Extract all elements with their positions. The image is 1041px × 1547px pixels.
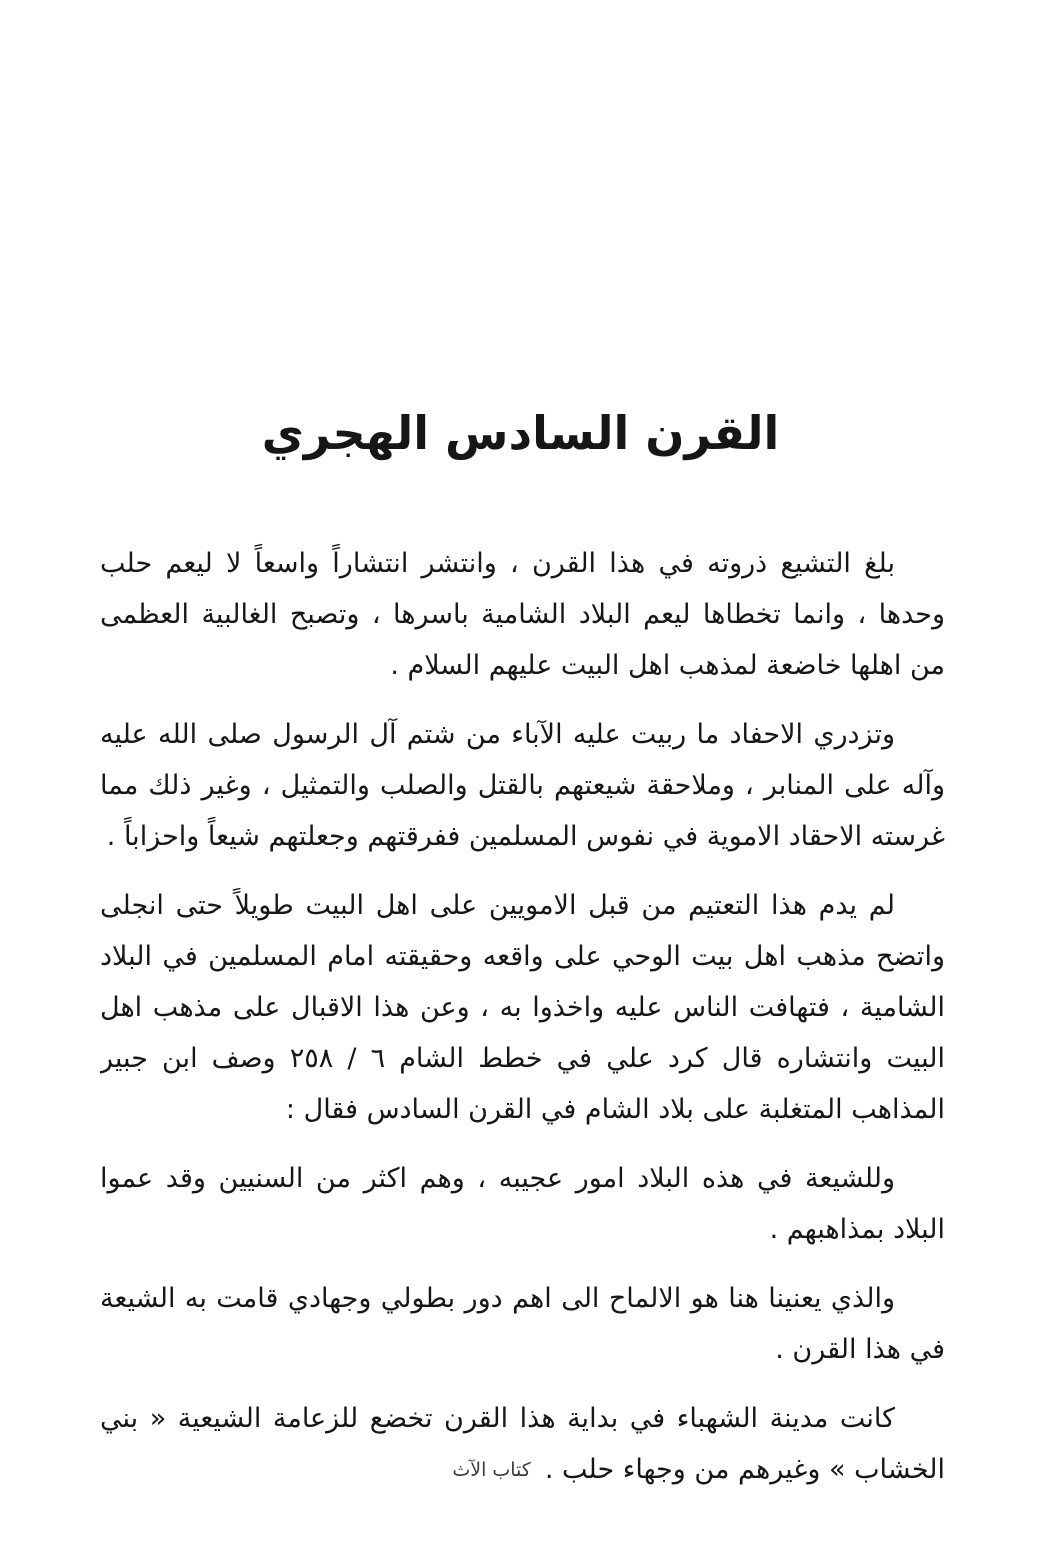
paragraph-line: بلغ التشيع ذروته في هذا القرن ، وانتشر انتشاراً واسعاً لا ليعم حلب bbox=[100, 548, 895, 579]
paragraph-line-text: الخشاب » وغيرهم من وجهاء حلب . bbox=[544, 1454, 945, 1485]
paragraph-line: الشامية ، فتهافت الناس عليه واخذوا به ، وعن هذا الاقبال على مذهب اهل bbox=[100, 992, 945, 1023]
paragraph-line: المذاهب المتغلبة على بلاد الشام في القرن السادس فقال : bbox=[285, 1094, 945, 1125]
paragraph-line: وتزدري الاحفاد ما ربيت عليه الآباء من شتم آل الرسول صلى الله عليه bbox=[100, 719, 895, 750]
body-text bbox=[100, 538, 945, 1495]
paragraph bbox=[100, 538, 945, 691]
paragraph-line: والذي يعنينا هنا هو الالماح الى اهم دور بطولي وجهادي قامت به الشيعة bbox=[100, 1283, 895, 1314]
paragraph bbox=[100, 1153, 945, 1255]
paragraph bbox=[100, 709, 945, 862]
paragraph-line: من اهلها خاضعة لمذهب اهل البيت عليهم السلام . bbox=[390, 650, 945, 681]
paragraph bbox=[100, 1393, 945, 1495]
paragraph-line: وآله على المنابر ، وملاحقة شيعتهم بالقتل والصلب والتمثيل ، وغير ذلك مما bbox=[100, 770, 945, 801]
paragraph-line bbox=[100, 1444, 945, 1495]
stamp-text: كتاب الآث bbox=[452, 1459, 531, 1481]
paragraph-line: وللشيعة في هذه البلاد امور عجيبه ، وهم اكثر من السنيين وقد عموا bbox=[100, 1163, 895, 1194]
page-title: القرن السادس الهجري bbox=[261, 406, 780, 460]
paragraph-line: في هذا القرن . bbox=[775, 1334, 945, 1365]
paragraph-line: وحدها ، وانما تخطاها ليعم البلاد الشامية باسرها ، وتصبح الغالبية العظمى bbox=[100, 599, 945, 630]
paragraph-line: كانت مدينة الشهباء في بداية هذا القرن تخضع للزعامة الشيعية « بني bbox=[100, 1403, 895, 1434]
paragraph-line: لم يدم هذا التعتيم من قبل الامويين على اهل البيت طويلاً حتى انجلى bbox=[100, 890, 895, 921]
paragraph-line: البلاد بمذاهبهم . bbox=[769, 1214, 945, 1245]
paragraph bbox=[100, 880, 945, 1135]
paragraph-line: غرسته الاحقاد الاموية في نفوس المسلمين ففرقتهم وجعلتهم شيعاً واحزاباً . bbox=[106, 821, 945, 852]
paragraph-line: البيت وانتشاره قال كرد علي في خطط الشام ٦ / ٢٥٨ وصف ابن جبير bbox=[100, 1043, 945, 1074]
paragraph bbox=[100, 1273, 945, 1375]
paragraph-line: واتضح مذهب اهل بيت الوحي على واقعه وحقيقته امام المسلمين في البلاد bbox=[100, 941, 945, 972]
